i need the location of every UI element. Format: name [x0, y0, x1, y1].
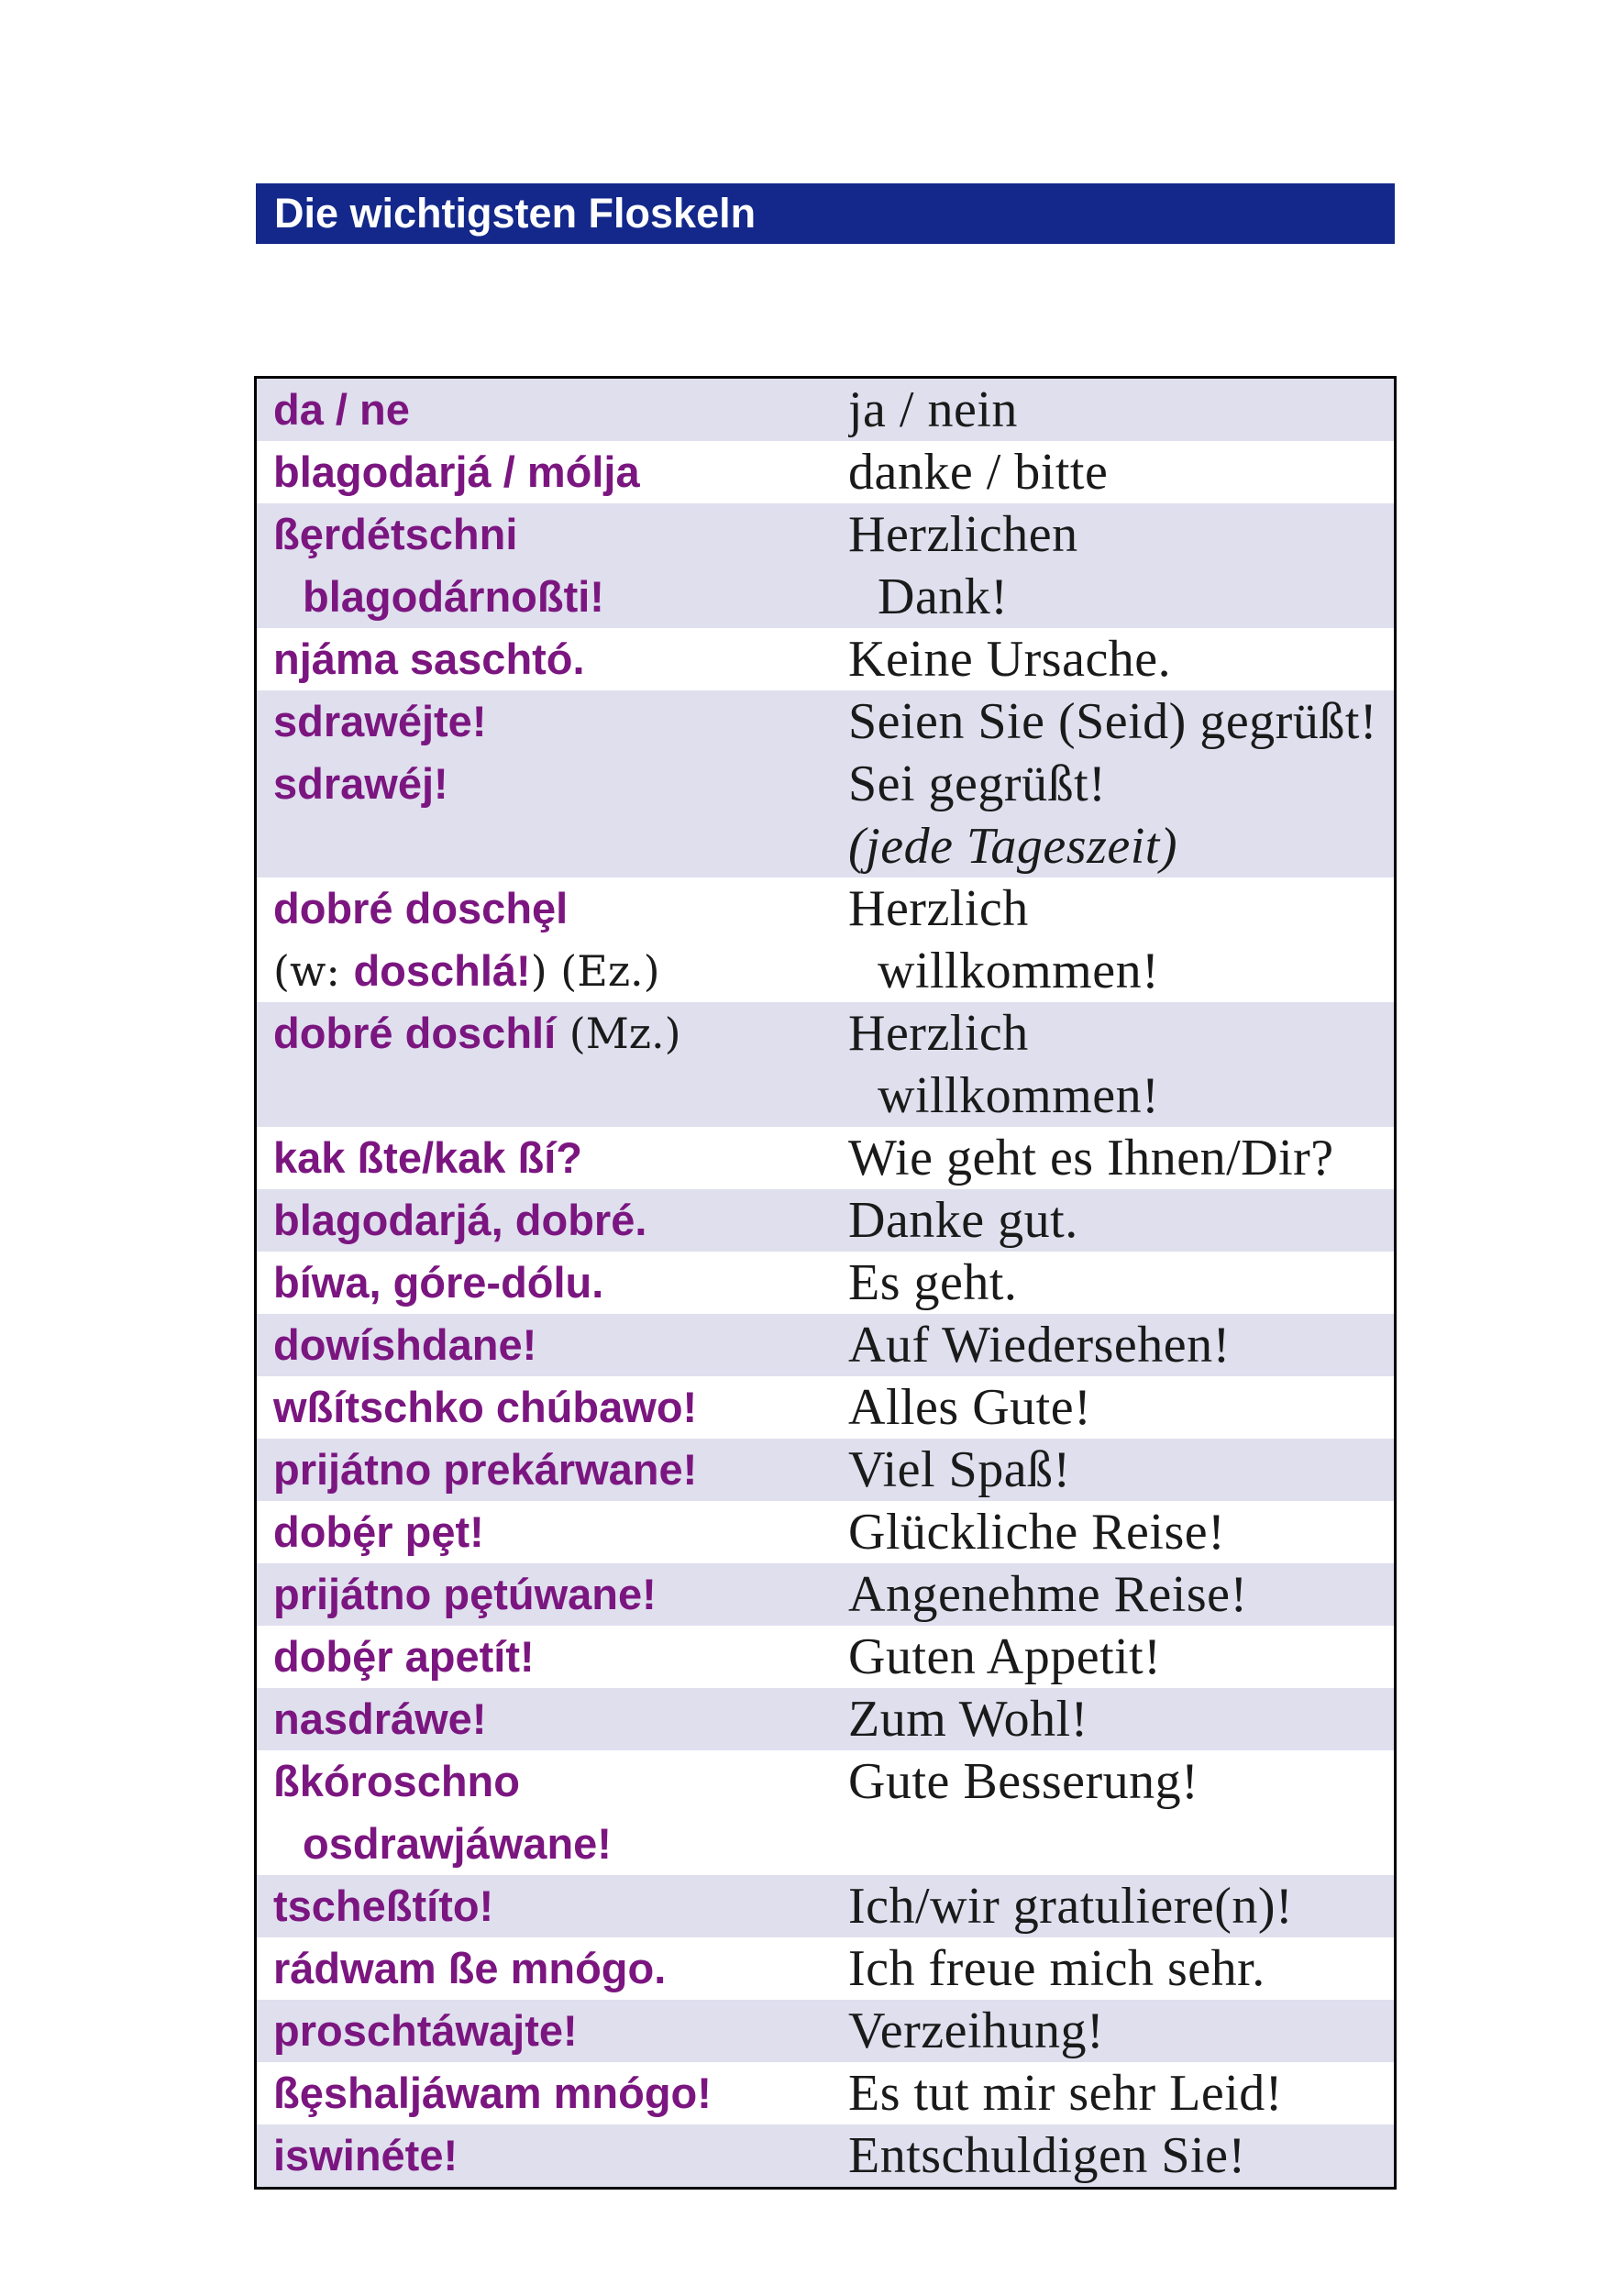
german-translation: [848, 1501, 1394, 1563]
german-translation: [848, 2124, 1394, 2187]
phrase-line: [273, 1563, 848, 1626]
table-row: [257, 753, 1394, 877]
phrase-line: [273, 2062, 848, 2124]
bulgarian-phrase: [257, 1688, 848, 1750]
translation-line: Zum Wohl!: [848, 1691, 1088, 1748]
bulgarian-text: wßítschko chúbawo!: [273, 1383, 698, 1431]
translation-line: willkommen!: [878, 1067, 1160, 1124]
german-translation: [848, 753, 1394, 877]
bulgarian-phrase: [257, 1376, 848, 1439]
translation-line: Es tut mir sehr Leid!: [848, 2065, 1283, 2122]
bulgarian-phrase: [257, 2124, 848, 2187]
translation-line: Dank!: [878, 568, 1009, 625]
phrase-line: [273, 1376, 848, 1439]
table-row: [257, 1127, 1394, 1189]
bulgarian-text: prijátno pȩtúwane!: [273, 1570, 657, 1618]
translation-line: Sei gegrüßt!: [848, 756, 1107, 812]
translation-line: Ich/wir gratuliere(n)!: [848, 1878, 1294, 1935]
translation-line: Herzlichen: [848, 506, 1078, 563]
translation-line: Danke gut.: [848, 1192, 1078, 1249]
phrase-line: [273, 877, 848, 940]
table-row: [257, 503, 1394, 628]
phrase-line: [273, 2000, 848, 2062]
table-row: [257, 1189, 1394, 1252]
translation-line: Gute Besserung!: [848, 1753, 1199, 1810]
bulgarian-phrase: [257, 1439, 848, 1501]
bulgarian-text: rádwam ße mnógo.: [273, 1944, 667, 1992]
bulgarian-phrase: [257, 1314, 848, 1376]
phrase-line: [273, 441, 848, 503]
phrase-line: [273, 1127, 848, 1189]
phrase-line: [273, 753, 848, 815]
translation-line: Viel Spaß!: [848, 1441, 1071, 1498]
table-row: [257, 1314, 1394, 1376]
bulgarian-text: ßȩshaljáwam mnógo!: [273, 2069, 712, 2117]
bulgarian-phrase: [257, 2062, 848, 2124]
bulgarian-text: osdrawjáwane!: [303, 1819, 612, 1868]
phrase-line: [273, 1189, 848, 1252]
bulgarian-text: sdrawéjte!: [273, 697, 487, 745]
german-translation: [848, 1439, 1394, 1501]
german-translation: [848, 1937, 1394, 2000]
bulgarian-text: dobré doschȩl: [273, 884, 569, 932]
bulgarian-text: njáma saschtó.: [273, 634, 585, 683]
german-translation: [848, 441, 1394, 503]
table-row: [257, 1937, 1394, 2000]
bulgarian-text: da / ne: [273, 385, 410, 434]
bulgarian-phrase: [257, 379, 848, 441]
german-translation: [848, 1252, 1394, 1314]
phrase-line: [273, 1501, 848, 1563]
translation-line: (jede Tageszeit): [848, 818, 1177, 875]
german-translation: [848, 2000, 1394, 2062]
grammar-note: (w:: [273, 946, 354, 996]
translation-line: Keine Ursache.: [848, 631, 1172, 688]
translation-line: Alles Gute!: [848, 1379, 1092, 1436]
german-translation: [848, 877, 1394, 1002]
bulgarian-text: blagodarjá, dobré.: [273, 1196, 647, 1244]
bulgarian-phrase: [257, 1875, 848, 1937]
bulgarian-text: bíwa, góre-dólu.: [273, 1258, 604, 1307]
bulgarian-text: prijátno prekárwane!: [273, 1445, 698, 1494]
phrase-line: [273, 1002, 848, 1065]
german-translation: [848, 1563, 1394, 1626]
bulgarian-phrase: [257, 503, 848, 628]
table-row: [257, 1688, 1394, 1750]
translation-line: Es geht.: [848, 1254, 1018, 1311]
bulgarian-text: proschtáwajte!: [273, 2006, 578, 2055]
table-row: [257, 441, 1394, 503]
phrase-line: [273, 1688, 848, 1750]
translation-line: ja / nein: [848, 381, 1018, 438]
table-row: [257, 1875, 1394, 1937]
translation-line: Guten Appetit!: [848, 1628, 1162, 1685]
german-translation: [848, 1875, 1394, 1937]
phrase-line: [273, 1439, 848, 1501]
bulgarian-phrase: [257, 1937, 848, 2000]
phrase-line: [273, 815, 848, 877]
bulgarian-text: kak ßte/kak ßí?: [273, 1133, 582, 1182]
translation-line: willkommen!: [878, 943, 1160, 999]
translation-line: Auf Wiedersehen!: [848, 1317, 1231, 1374]
table-row: [257, 1439, 1394, 1501]
bulgarian-text: ßkóroschno: [273, 1757, 520, 1805]
bulgarian-phrase: [257, 753, 848, 877]
bulgarian-text: dowíshdane!: [273, 1320, 537, 1369]
bulgarian-phrase: [257, 1626, 848, 1688]
german-translation: [848, 1127, 1394, 1189]
translation-line: Verzeihung!: [848, 2003, 1105, 2059]
bulgarian-phrase: [257, 1563, 848, 1626]
german-translation: [848, 690, 1394, 753]
translation-line: Entschuldigen Sie!: [848, 2127, 1246, 2184]
bulgarian-phrase: [257, 1750, 848, 1875]
table-row: [257, 877, 1394, 1002]
bulgarian-phrase: [257, 441, 848, 503]
bulgarian-phrase: [257, 1189, 848, 1252]
table-row: [257, 1501, 1394, 1563]
german-translation: [848, 503, 1394, 628]
translation-line: Seien Sie (Seid) gegrüßt!: [848, 693, 1378, 750]
table-row: [257, 379, 1394, 441]
phrase-line: [273, 940, 848, 1002]
table-row: [257, 2000, 1394, 2062]
table-row: [257, 690, 1394, 753]
german-translation: [848, 1189, 1394, 1252]
german-translation: [848, 1750, 1394, 1875]
german-translation: [848, 379, 1394, 441]
bulgarian-text: ßȩrdétschni: [273, 510, 518, 558]
german-translation: [848, 1688, 1394, 1750]
grammar-note: (Mz.): [556, 1009, 681, 1058]
german-translation: [848, 2062, 1394, 2124]
table-row: [257, 1002, 1394, 1127]
translation-line: Angenehme Reise!: [848, 1566, 1248, 1623]
phrase-line: [273, 379, 848, 441]
bulgarian-text: sdrawéj!: [273, 759, 448, 808]
bulgarian-phrase: [257, 1002, 848, 1127]
table-row: [257, 1750, 1394, 1875]
bulgarian-text: tscheßtíto!: [273, 1881, 494, 1930]
bulgarian-text: doschlá!: [353, 946, 531, 995]
grammar-note: ) (Ez.): [530, 946, 660, 996]
translation-line: Wie geht es Ihnen/Dir?: [848, 1130, 1334, 1186]
translation-line: Herzlich: [848, 1005, 1029, 1062]
phrase-line: [273, 2124, 848, 2187]
bulgarian-text: dobȩ́r pȩt!: [273, 1507, 484, 1556]
table-row: [257, 1376, 1394, 1439]
table-row: [257, 628, 1394, 690]
bulgarian-phrase: [257, 1127, 848, 1189]
phrase-table: [254, 376, 1397, 2190]
table-row: [257, 2062, 1394, 2124]
phrase-line: [273, 566, 848, 628]
bulgarian-phrase: [257, 628, 848, 690]
german-translation: [848, 1314, 1394, 1376]
table-row: [257, 2124, 1394, 2187]
german-translation: [848, 1002, 1394, 1127]
table-row: [257, 1252, 1394, 1314]
bulgarian-text: dobȩ́r apetít!: [273, 1632, 535, 1681]
phrase-line: [273, 1314, 848, 1376]
bulgarian-text: nasdráwe!: [273, 1694, 487, 1743]
translation-line: Herzlich: [848, 880, 1029, 937]
table-row: [257, 1626, 1394, 1688]
bulgarian-text: blagodárnoßti!: [303, 572, 604, 621]
german-translation: [848, 628, 1394, 690]
german-translation: [848, 1626, 1394, 1688]
bulgarian-text: dobré doschlí: [273, 1009, 557, 1057]
bulgarian-phrase: [257, 1501, 848, 1563]
phrase-line: [273, 1626, 848, 1688]
section-title: Die wichtigsten Floskeln: [256, 183, 1395, 244]
phrase-line: [273, 503, 848, 566]
phrase-line: [273, 1750, 848, 1813]
phrase-line: [273, 1875, 848, 1937]
translation-line: danke / bitte: [848, 444, 1109, 501]
phrase-line: [273, 1937, 848, 2000]
bulgarian-phrase: [257, 877, 848, 1002]
phrase-line: [273, 1252, 848, 1314]
phrase-line: [273, 1065, 848, 1127]
translation-line: Glückliche Reise!: [848, 1504, 1226, 1561]
phrase-line: [273, 690, 848, 753]
bulgarian-phrase: [257, 1252, 848, 1314]
translation-line: [848, 1813, 1394, 1875]
german-translation: [848, 1376, 1394, 1439]
bulgarian-phrase: [257, 2000, 848, 2062]
bulgarian-phrase: [257, 690, 848, 753]
bulgarian-text: blagodarjá / mólja: [273, 447, 640, 496]
phrase-line: [273, 1813, 848, 1875]
phrase-line: [273, 628, 848, 690]
table-row: [257, 1563, 1394, 1626]
bulgarian-text: iswinéte!: [273, 2131, 458, 2179]
translation-line: Ich freue mich sehr.: [848, 1940, 1265, 1997]
